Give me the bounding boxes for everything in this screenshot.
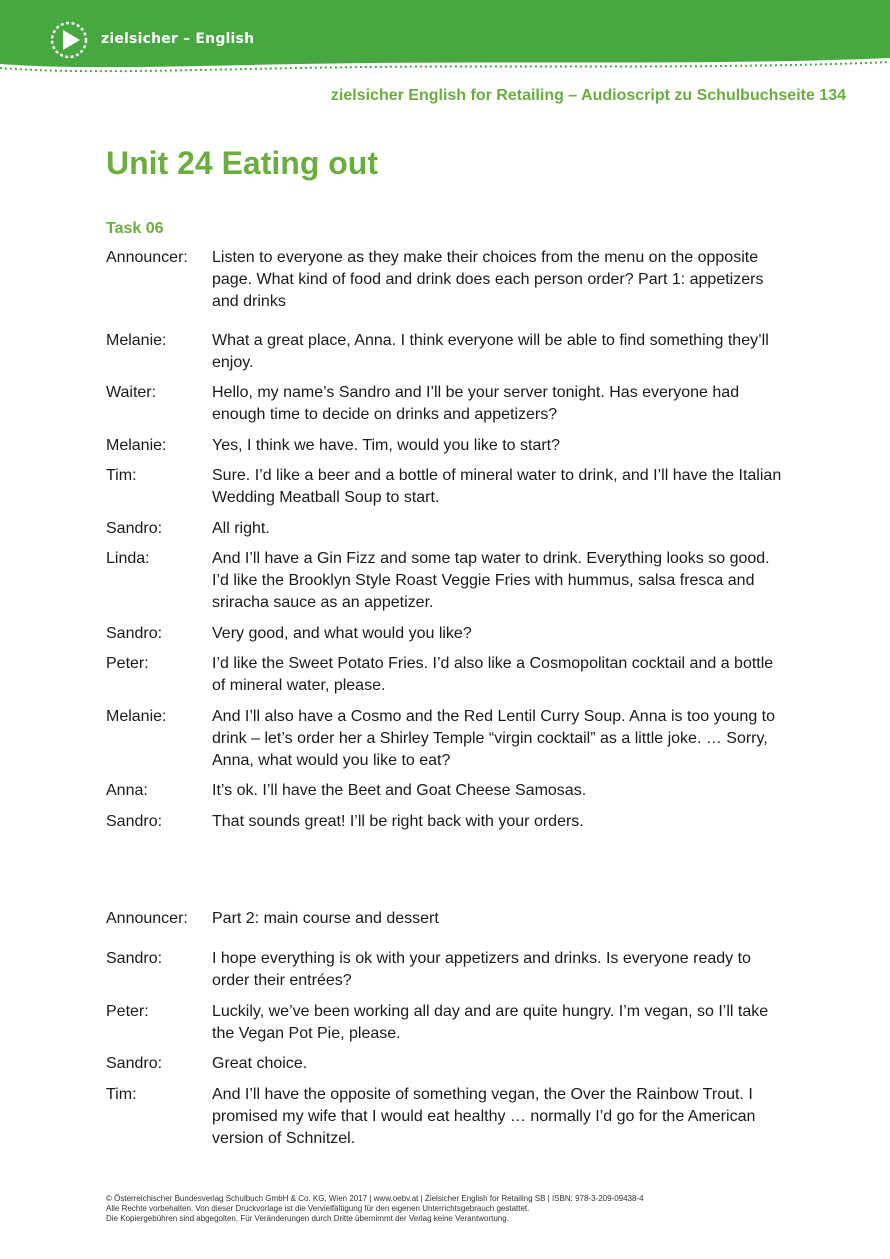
brand-name: zielsicher – English [101,31,255,47]
speaker-line: All right. [212,520,270,537]
speaker-name: Sandro: [106,950,163,967]
speaker-line: Listen to everyone as they make their choices from the menu on the opposite page. What kind of food and drink does each person order? Part 1: appetizers and drinks [212,249,764,310]
speaker-name: Anna: [106,782,148,799]
footer-line: Die Kopiergebühren sind abgegolten. Für Veränderungen durch Dritte übernimmt der Verlag keine Verantwortung. [106,1214,509,1223]
speaker-line: I hope everything is ok with your appetizers and drinks. Is everyone ready to order their entrées? [212,950,751,989]
speaker-line: Great choice. [212,1055,308,1072]
speaker-line: And I’ll also have a Cosmo and the Red Lentil Curry Soup. Anna is too young to drink – let’s order her a Shirley Temple “virgin cocktail” as a little joke. … Sorry, Anna, what would you like to eat? [212,708,776,769]
speaker-name: Peter: [106,1003,149,1020]
speaker-name: Melanie: [106,708,167,725]
speaker-name: Waiter: [106,384,157,401]
speaker-line: It’s ok. I’ll have the Beet and Goat Cheese Samosas. [212,782,587,799]
speaker-name: Melanie: [106,437,167,454]
speaker-line: Hello, my name’s Sandro and I’ll be your server tonight. Has everyone had enough time to decide on drinks and appetizers? [212,384,740,423]
copyright-footer [106,1194,644,1224]
footer-line: © Österreichischer Bundesverlag Schulbuch GmbH & Co. KG, Wien 2017 | www.oebv.at | Zielsicher English for Retailing SB | ISBN: 978-3-209-09438-4 [106,1194,644,1203]
speaker-line: Sure. I’d like a beer and a bottle of mineral water to drink, and I’ll have the Italian Wedding Meatball Soup to start. [212,467,782,506]
speaker-name: Tim: [106,1086,137,1103]
speaker-line: Very good, and what would you like? [212,625,472,642]
speaker-line: I’d like the Sweet Potato Fries. I’d also like a Cosmopolitan cocktail and a bottle of mineral water, please. [212,655,774,694]
footer-line: Alle Rechte vorbehalten. Von dieser Druckvorlage ist die Vervielfältigung für den eigenen Unterrichtsgebrauch gestattet. [106,1204,530,1213]
page-subtitle: zielsicher English for Retailing – Audioscript zu Schulbuchseite 134 [330,87,846,104]
speaker-name: Peter: [106,655,149,672]
speaker-line: And I’ll have the opposite of something vegan, the Over the Rainbow Trout. I promised my wife that I would eat healthy … normally I’d go for the American version of Schnitzel. [212,1086,756,1147]
speaker-line: Part 2: main course and dessert [212,910,439,927]
task-label: Task 06 [106,220,164,237]
speaker-name: Announcer: [106,249,188,266]
speaker-name: Sandro: [106,1055,163,1072]
speaker-line: Luckily, we’ve been working all day and are quite hungry. I’m vegan, so I’ll take the Vegan Pot Pie, please. [212,1003,769,1042]
unit-title: Unit 24 Eating out [106,145,378,181]
speaker-line: What a great place, Anna. I think everyone will be able to find something they’ll enjoy. [212,332,769,371]
speaker-line: That sounds great! I’ll be right back with your orders. [212,813,584,830]
speaker-name: Sandro: [106,520,163,537]
speaker-name: Linda: [106,550,150,567]
speaker-line: And I’ll have a Gin Fizz and some tap water to drink. Everything looks so good. I’d like the Brooklyn Style Roast Veggie Fries with hummus, salsa fresca and sriracha sauce as an appetizer. [212,550,770,611]
speaker-name: Sandro: [106,625,163,642]
speaker-name: Announcer: [106,910,188,927]
speaker-name: Sandro: [106,813,163,830]
speaker-name: Tim: [106,467,137,484]
speaker-name: Melanie: [106,332,167,349]
speaker-line: Yes, I think we have. Tim, would you like to start? [212,437,561,454]
